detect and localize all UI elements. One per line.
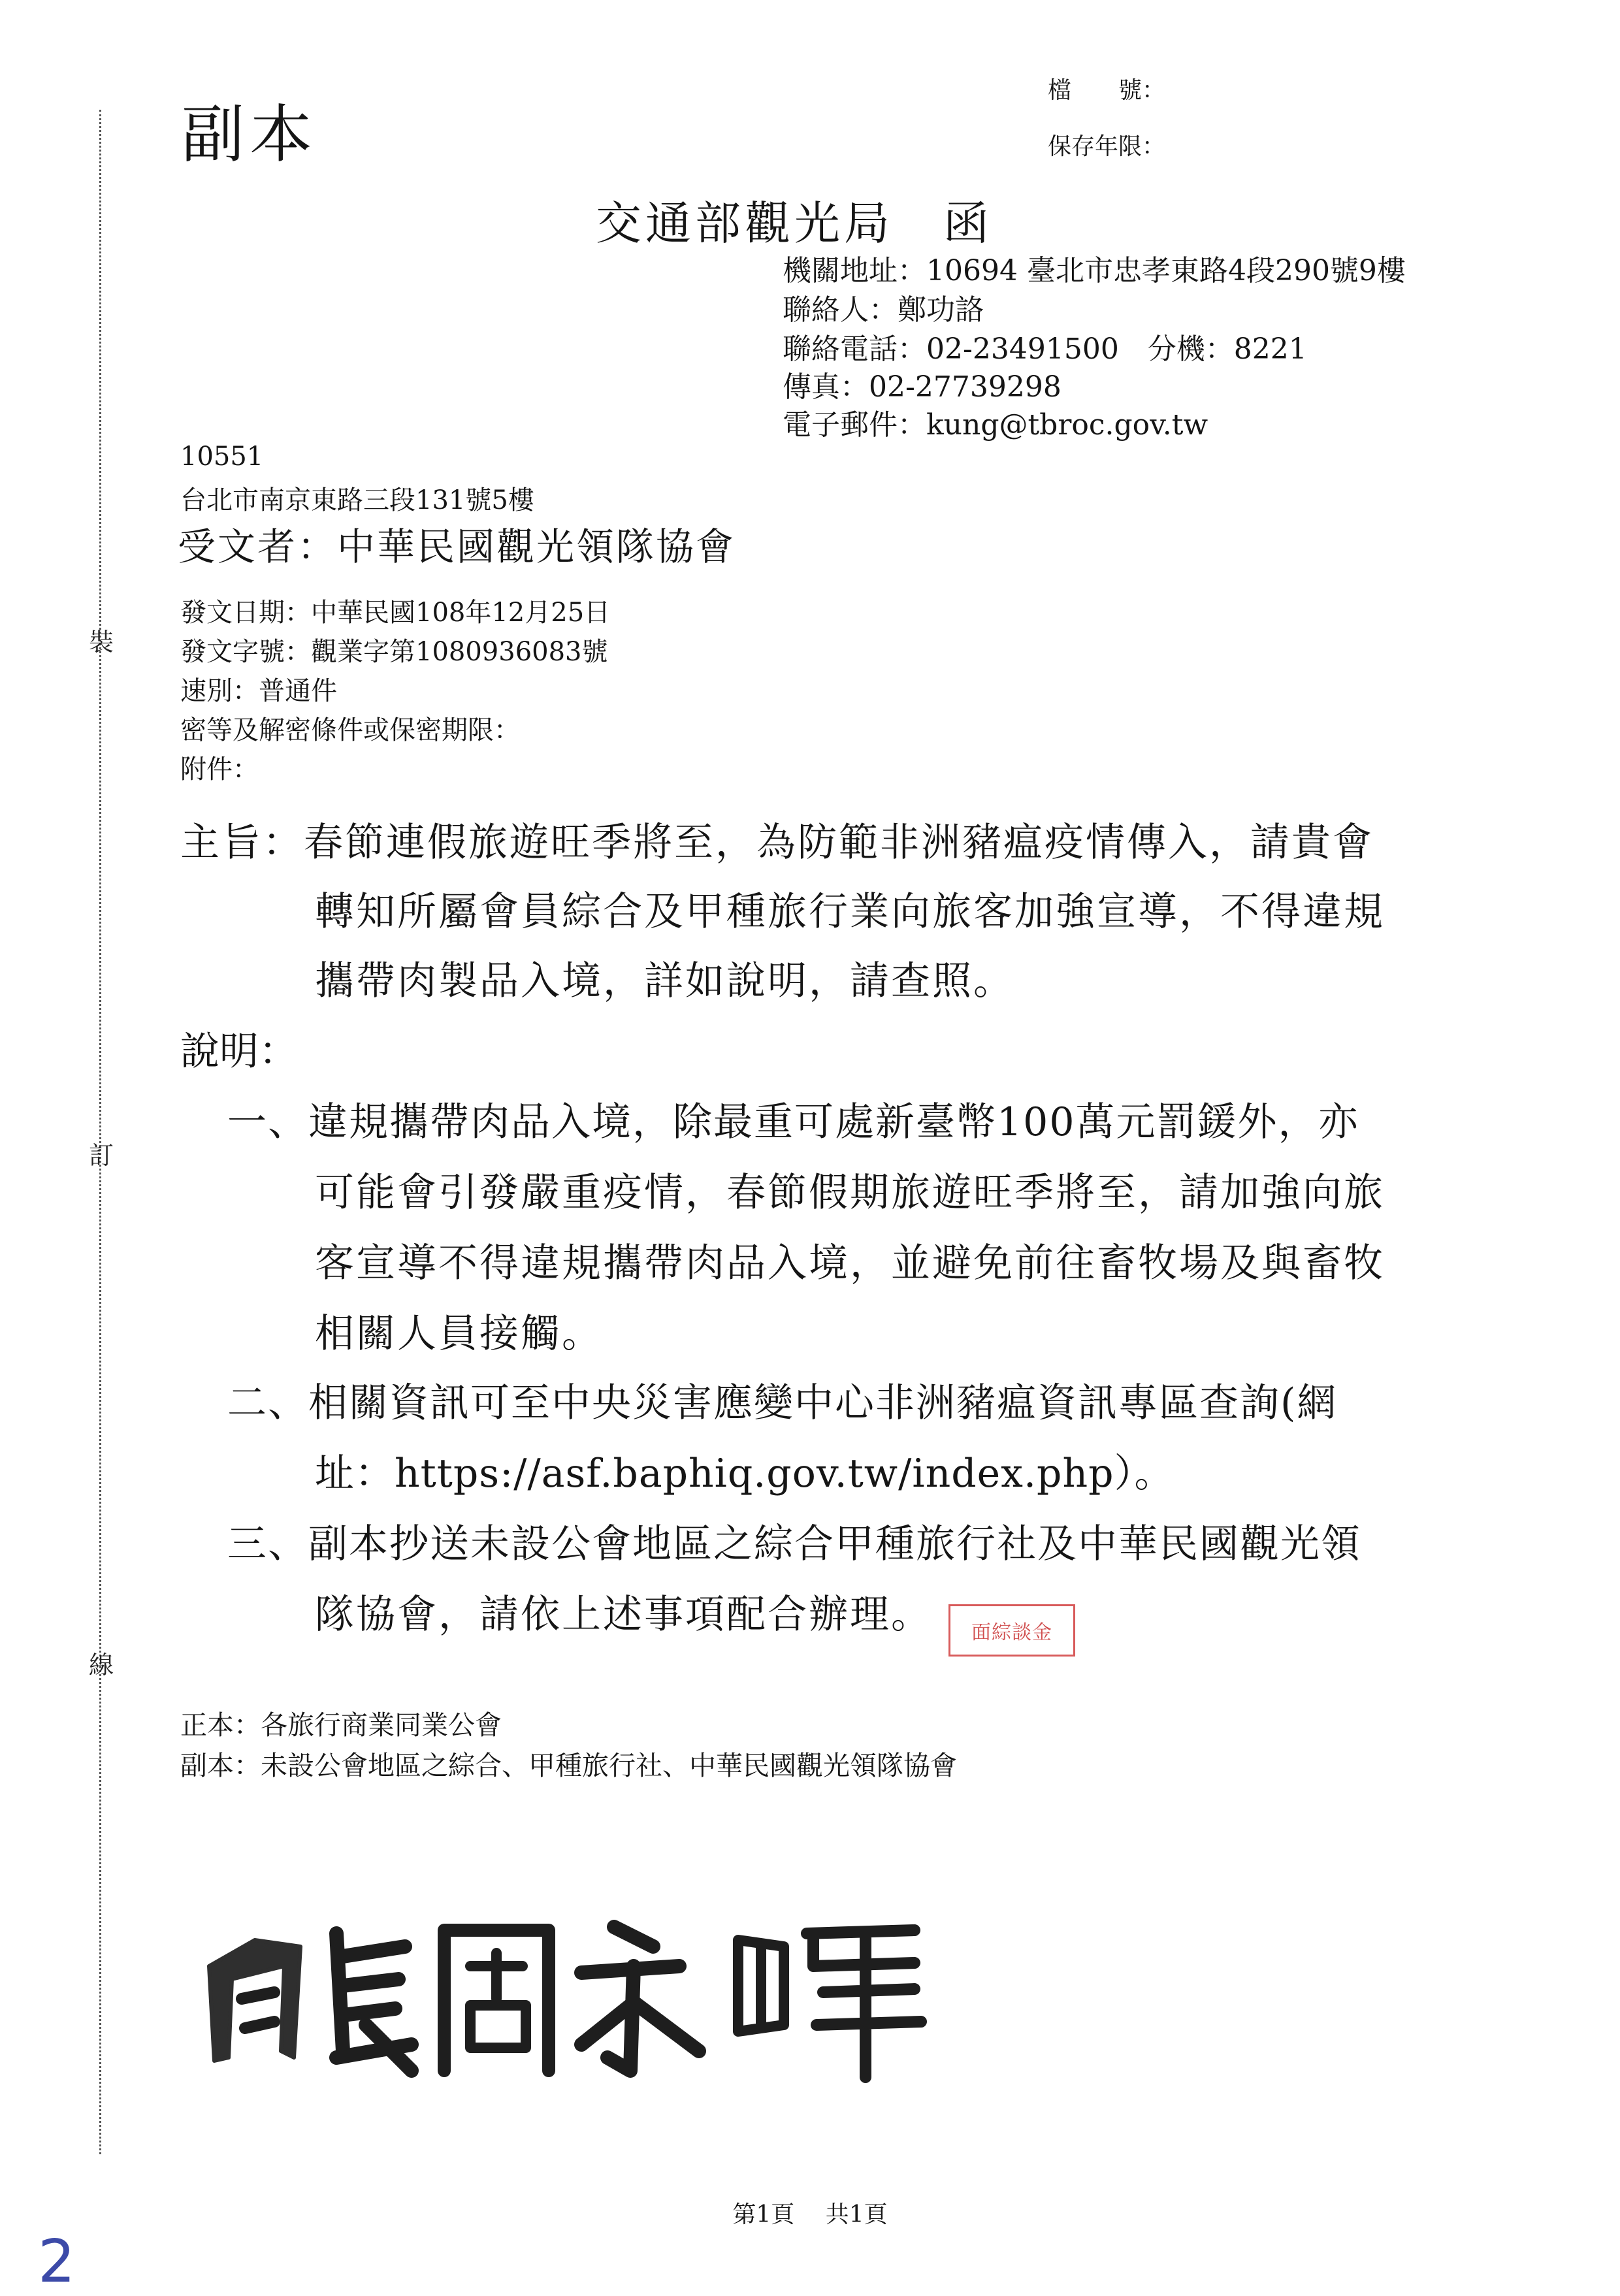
sender-phone: 聯絡電話：02-23491500 分機：8221 [783,332,1307,366]
item3-line-1: 三、副本抄送未設公會地區之綜合甲種旅行社及中華民國觀光領 [227,1521,1361,1567]
file-number-label: 檔 號： [1048,77,1166,104]
page-total: 共1頁 [825,2201,888,2228]
secrecy-class: 密等及解密條件或保密期限： [180,715,520,745]
sender-contact: 聯絡人：鄭功詻 [783,293,984,327]
item2-line-1: 二、相關資訊可至中央災害應變中心非洲豬瘟資訊專區查詢(網 [227,1380,1338,1426]
binding-char-xian: 線 [89,1651,114,1679]
item1-line-4: 相關人員接觸。 [315,1311,603,1357]
distribution-copy: 副本：未設公會地區之綜合、甲種旅行社、中華民國觀光領隊協會 [180,1750,957,1781]
item1-line-3: 客宣導不得違規攜帶肉品入境，並避免前往畜牧場及與畜牧 [315,1240,1385,1286]
director-signature-stamp [196,1894,941,2090]
document-title: 交通部觀光局 函 [596,197,993,250]
binding-line [99,110,101,2154]
recipient-street: 台北市南京東路三段131號5樓 [180,485,534,515]
signature-brush-strokes [196,1894,941,2090]
item1-line-2: 可能會引發嚴重疫情，春節假期旅遊旺季將至，請加強向旅 [315,1170,1385,1216]
handwritten-page-number: 2 [38,2227,76,2296]
official-seal-stamp [948,1604,1075,1657]
document-number: 發文字號：觀業字第1080936083號 [180,637,608,667]
sender-address: 機關地址：10694 臺北市忠孝東路4段290號9樓 [783,254,1406,287]
item3-line-2: 隊協會，請依上述事項配合辦理。 [315,1592,932,1638]
recipient-postcode: 10551 [180,442,264,472]
item2-line-2: 址：https://asf.baphiq.gov.tw/index.php）。 [315,1451,1174,1496]
attachment: 附件： [180,754,259,784]
subject-line-1: 主旨：春節連假旅遊旺季將至，為防範非洲豬瘟疫情傳入，請貴會 [180,820,1374,865]
sender-fax: 傳真：02-27739298 [783,370,1061,404]
explanation-heading: 說明： [180,1029,298,1075]
speed-class: 速別：普通件 [180,676,337,706]
subject-line-3: 攜帶肉製品入境，詳如說明，請查照。 [315,958,1014,1004]
subject-line-2: 轉知所屬會員綜合及甲種旅行業向旅客加強宣導，不得違規 [315,889,1385,935]
seal-text: 面綜談金 [971,1621,1052,1644]
page-number: 第1頁 [732,2201,795,2228]
sender-email: 電子郵件：kung@tbroc.gov.tw [783,408,1208,442]
page-footer [0,2196,1620,2229]
issue-date: 發文日期：中華民國108年12月25日 [180,598,611,628]
binding-char-zhuang: 裝 [89,628,114,656]
copy-mark: 副本 [182,98,317,171]
distribution-original: 正本：各旅行商業同業公會 [180,1709,502,1741]
retention-label: 保存年限： [1048,133,1166,160]
item1-line-1: 一、違規攜帶肉品入境，除最重可處新臺幣100萬元罰鍰外，亦 [227,1099,1359,1145]
binding-char-ding: 訂 [89,1141,114,1170]
recipient: 受文者：中華民國觀光領隊協會 [178,525,736,569]
